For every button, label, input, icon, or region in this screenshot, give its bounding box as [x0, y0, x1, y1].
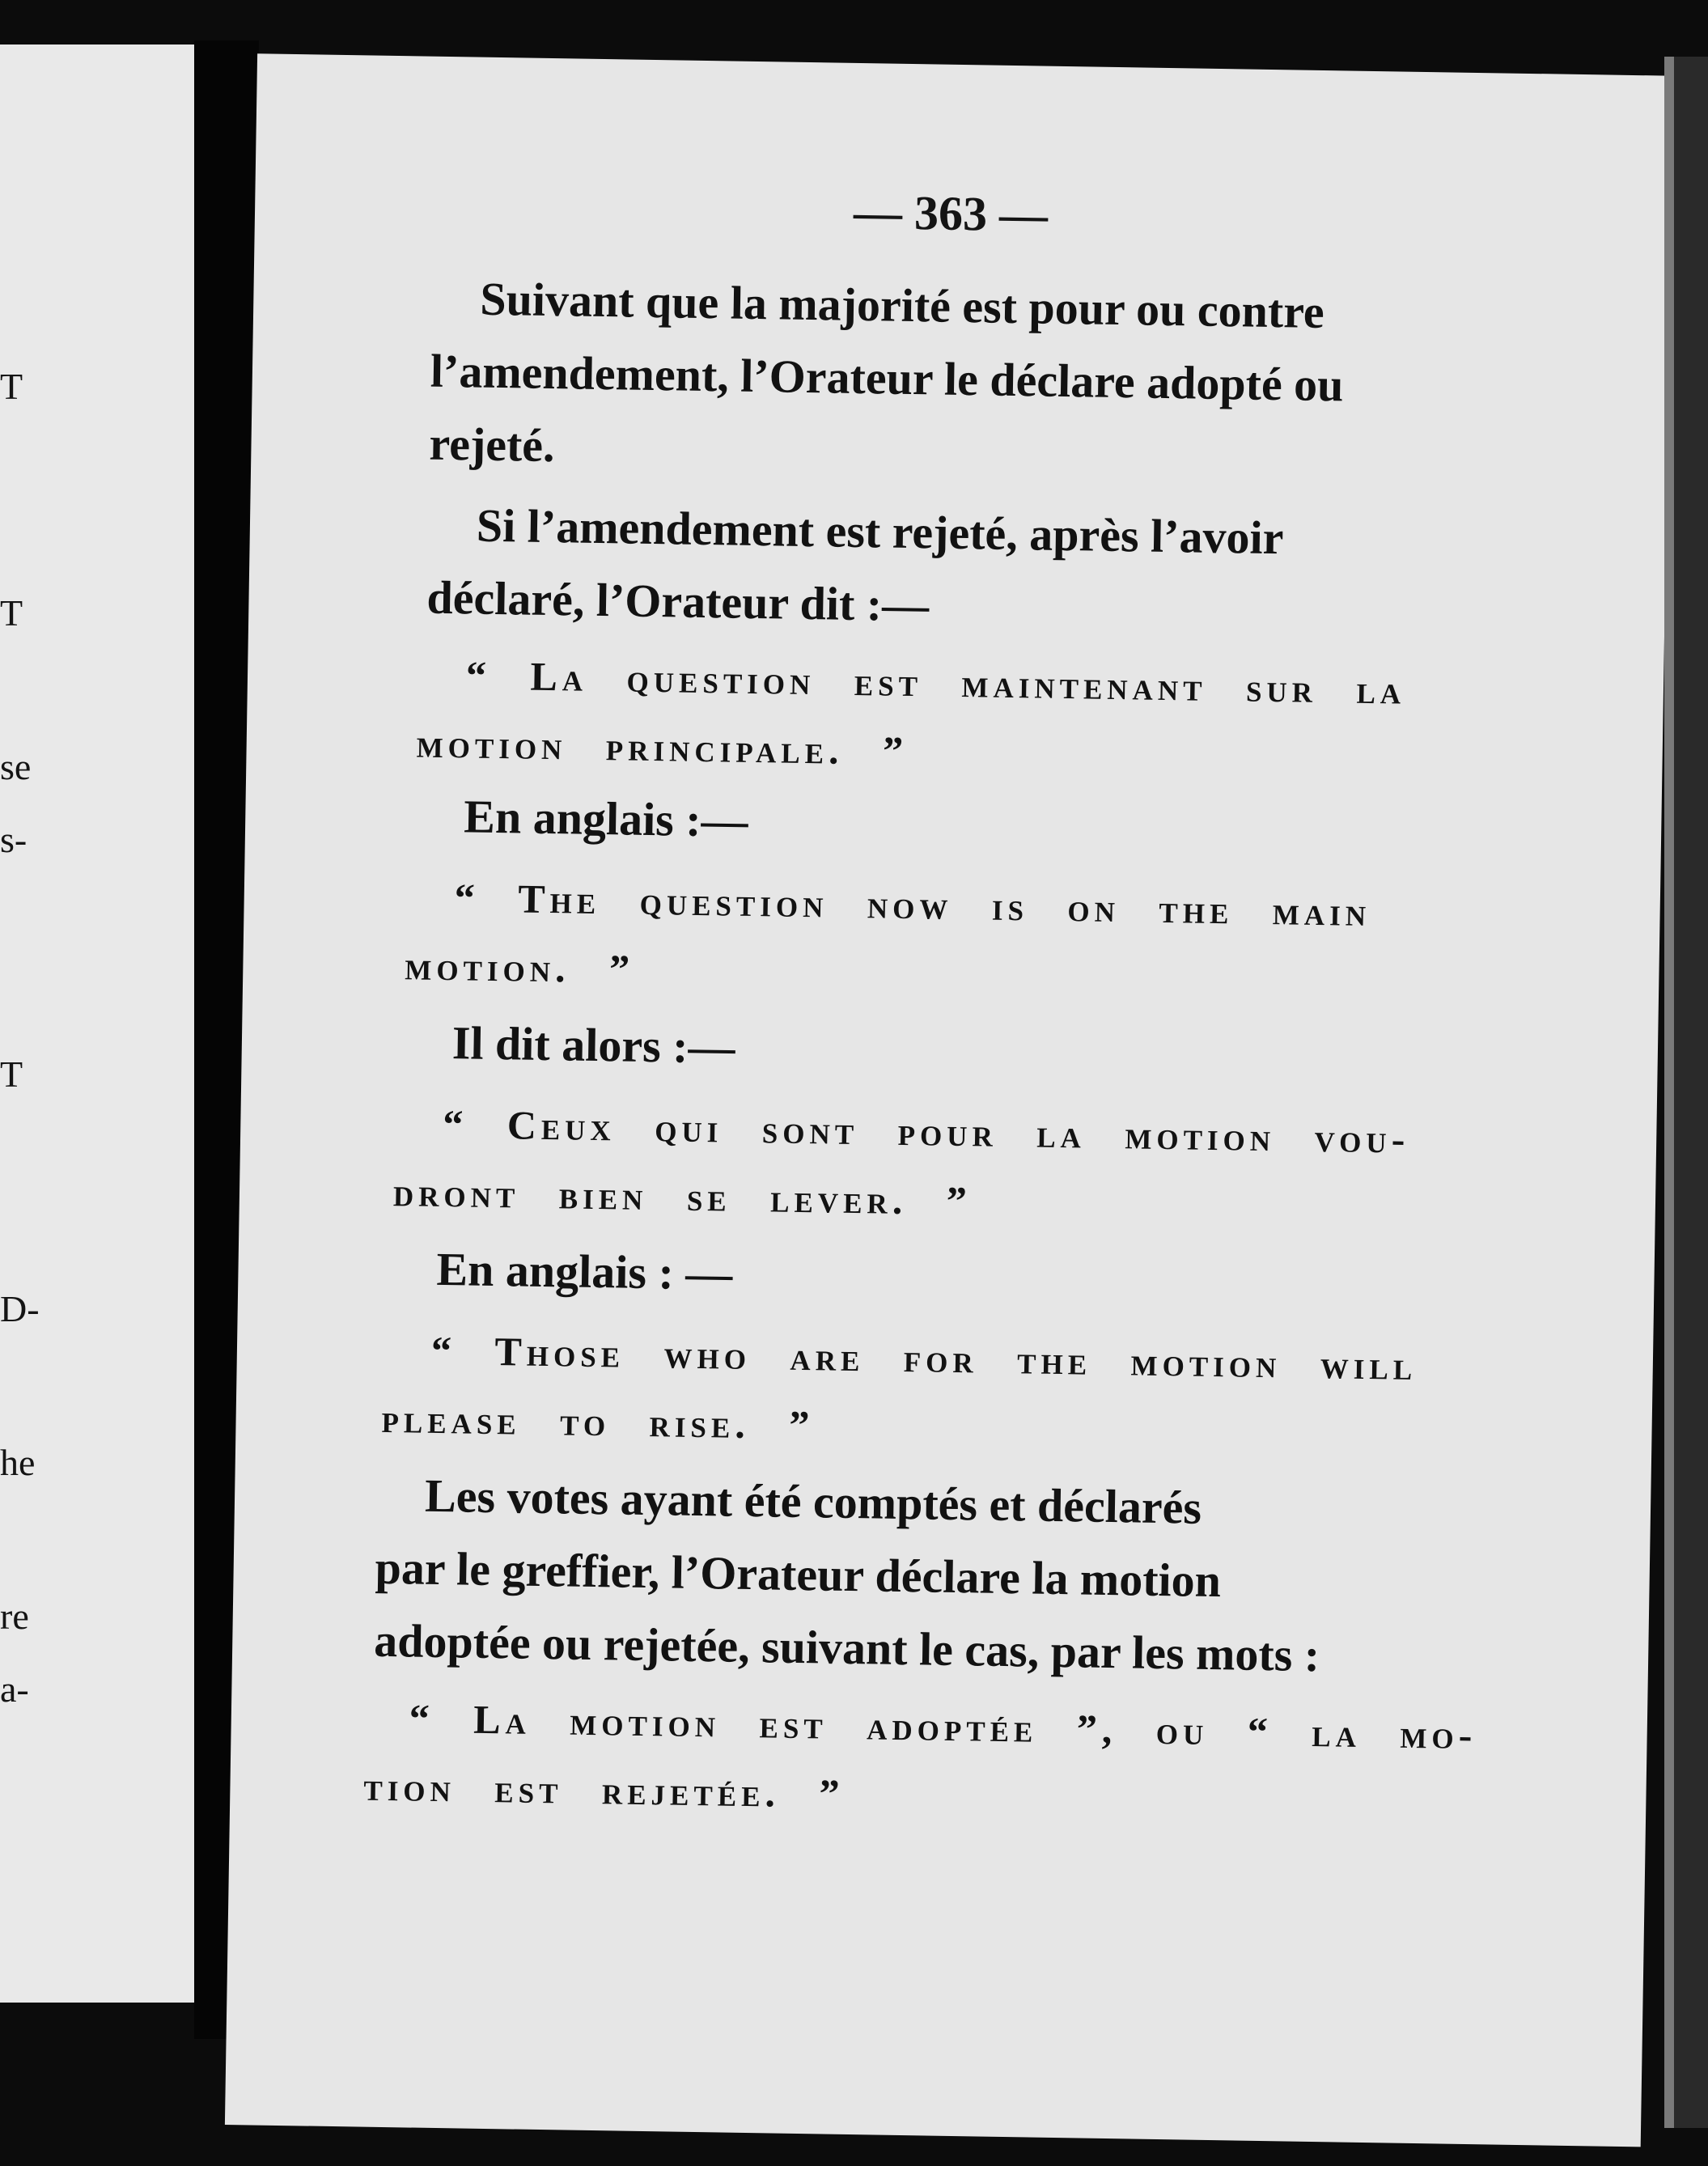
left-margin-fragment: T [0, 1053, 23, 1095]
text-line: Les votes ayant été comptés et déclarés [424, 1469, 1202, 1534]
left-margin-fragment: re [0, 1596, 29, 1637]
quoted-motion-line: “ The question now is on the main [454, 875, 1371, 935]
left-margin-fragment: se [0, 746, 32, 787]
text-line: adoptée ou rejetée, suivant le cas, par les mots : [373, 1613, 1320, 1682]
quoted-motion-line: dront bien se lever. ” [392, 1169, 973, 1224]
text-line: déclaré, l’Orateur dit :— [426, 570, 930, 632]
page-363 [225, 53, 1673, 2147]
text-line: En anglais :— [463, 790, 749, 847]
left-margin-fragment: D- [0, 1288, 40, 1329]
left-margin-fragment: T [0, 366, 23, 407]
text-line: Suivant que la majorité est pour ou contre [479, 272, 1325, 339]
text-line: En anglais : — [436, 1242, 733, 1300]
quoted-motion-line: “ Those who are for the motion will [430, 1327, 1418, 1388]
text-line: par le greffier, l’Orateur déclare la motion [375, 1541, 1222, 1608]
text-line: Il dit alors :— [451, 1016, 736, 1074]
quoted-motion-line: “ La question est maintenant sur la [465, 652, 1406, 713]
book-edge [1674, 57, 1708, 2128]
left-margin-fragment: T [0, 592, 23, 634]
page-number: — 363 — [853, 184, 1049, 242]
quoted-motion-line: “ Ceux qui sont pour la motion vou- [442, 1101, 1410, 1162]
left-margin-fragment: he [0, 1442, 36, 1483]
text-line: rejeté. [429, 417, 556, 473]
quoted-motion-line: tion est rejetée. ” [363, 1763, 845, 1816]
quoted-motion-line: motion. ” [404, 943, 635, 992]
text-line: l’amendement, l’Orateur le déclare adopté ou [430, 344, 1345, 412]
left-margin-fragment: s- [0, 819, 28, 860]
quoted-motion-line: motion principale. ” [416, 720, 909, 774]
left-margin-fragment: a- [0, 1668, 29, 1710]
text-line: Si l’amendement est rejeté, après l’avoir [476, 498, 1284, 565]
quoted-motion-line: “ La motion est adoptée ”, ou “ la mo- [409, 1695, 1477, 1758]
quoted-motion-line: please to rise. ” [381, 1395, 815, 1448]
page-edge-highlight [1664, 57, 1674, 2128]
